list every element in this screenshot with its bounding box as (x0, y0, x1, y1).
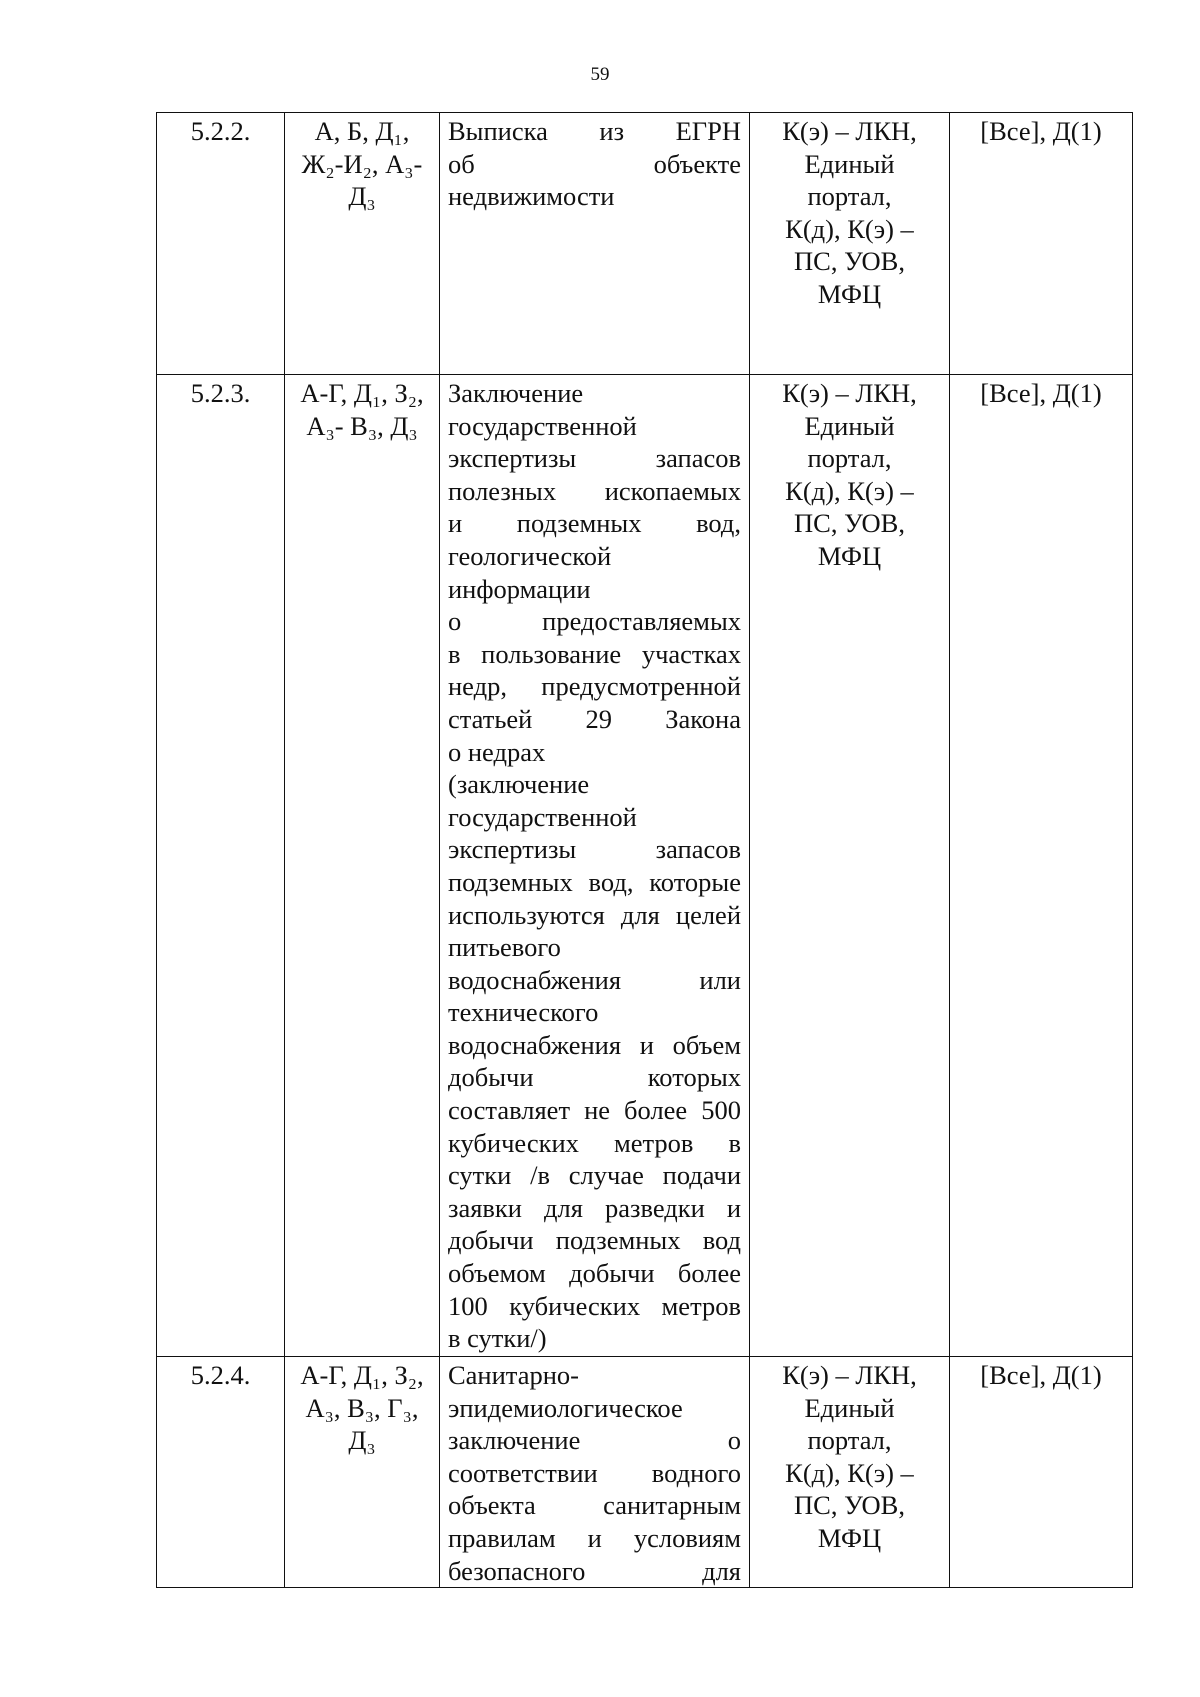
document-cell-line: государственной (448, 801, 637, 832)
document-cell-line: 100 кубических метров (448, 1290, 741, 1321)
applicants-cell-line: А-Г, Д₁, З₂, (300, 378, 424, 408)
submission-ways-cell-line: МФЦ (817, 278, 882, 309)
document-cell-line: соответствии водного (448, 1457, 741, 1488)
recipients-cell (950, 375, 1133, 1357)
document-cell-line: полезных ископаемых (448, 475, 741, 506)
document-cell-line: Заключение (448, 378, 584, 408)
document-cell-line: Санитарно- (448, 1360, 579, 1390)
submission-ways-cell-line: К(д), К(э) – (785, 475, 914, 506)
recipients-cell-line: [Все], Д(1) (980, 1360, 1102, 1390)
recipients-cell (950, 1357, 1133, 1588)
document-cell-line: о предоставляемых (448, 606, 741, 637)
row-number: 5.2.3. (157, 375, 285, 1357)
document-cell-line: добычи подземных вод (448, 1225, 741, 1256)
submission-ways-cell-line: К(д), К(э) – (785, 1457, 914, 1488)
submission-ways-cell-line: К(э) – ЛКН, (782, 378, 917, 408)
document-cell (440, 113, 750, 375)
submission-ways-cell-line: ПС, УОВ, (794, 1490, 905, 1521)
document-cell-line: заключение о (448, 1425, 741, 1456)
document-cell-line: кубических метров в (448, 1127, 741, 1158)
document-cell-line: недр, предусмотренной (448, 671, 741, 702)
submission-ways-cell-line: Единый (804, 410, 895, 441)
document-cell-line: подземных вод, которые (448, 866, 741, 897)
submission-ways-cell-line: ПС, УОВ, (794, 246, 905, 277)
document-cell-line: экспертизы запасов (448, 443, 741, 474)
submission-ways-cell-line: К(э) – ЛКН, (782, 116, 917, 146)
table-row (157, 1357, 1133, 1588)
submission-ways-cell (750, 375, 950, 1357)
document-cell-line: геологической (448, 540, 612, 571)
applicants-cell-line: А-Г, Д₁, З₂, (300, 1360, 424, 1390)
document-cell-line: недвижимости (448, 181, 615, 212)
documents-table (156, 112, 1133, 1588)
applicants-cell-line: А₃, В₃, Г₃, (305, 1392, 419, 1423)
document-cell-line: питьевого (448, 932, 561, 963)
applicants-cell-line: А, Б, Д₁, (314, 116, 410, 146)
document-cell-line: в сутки/) (448, 1323, 547, 1354)
applicants-cell (285, 375, 440, 1357)
row-number: 5.2.4. (157, 1357, 285, 1588)
applicants-cell (285, 113, 440, 375)
document-cell-line: в пользование участках (448, 638, 741, 669)
applicants-cell-line: Д₃ (348, 181, 376, 212)
document-cell-line: информации (448, 573, 591, 604)
document-cell-line: безопасного для (448, 1555, 741, 1586)
document-cell-line: (заключение (448, 769, 590, 800)
applicants-cell-line: А₃- В₃, Д₃ (306, 410, 418, 441)
document-cell-line: о недрах (448, 736, 546, 767)
applicants-cell-line: Ж₂-И₂, А₃- (301, 148, 423, 179)
document-cell-line: объекта санитарным (448, 1490, 741, 1521)
submission-ways-cell-line: портал, (807, 181, 892, 212)
submission-ways-cell-line: портал, (807, 1425, 892, 1456)
document-cell-line: Выписка из ЕГРН (448, 116, 741, 146)
submission-ways-cell-line: К(д), К(э) – (785, 213, 914, 244)
table-row (157, 375, 1133, 1357)
document-cell-line: об объекте (448, 148, 741, 179)
submission-ways-cell (750, 113, 950, 375)
applicants-cell-line: Д₃ (348, 1425, 376, 1456)
document-cell-line: добычи которых (448, 1062, 741, 1093)
submission-ways-cell-line: портал, (807, 443, 892, 474)
document-cell-line: составляет не более 500 (448, 1095, 741, 1126)
submission-ways-cell-line: МФЦ (817, 540, 882, 571)
document-cell-line: заявки для разведки и (448, 1192, 741, 1223)
submission-ways-cell-line: Единый (804, 1392, 895, 1423)
document-cell-line: водоснабжения или (448, 964, 741, 995)
document-cell-line: государственной (448, 410, 637, 441)
recipients-cell-line: [Все], Д(1) (980, 378, 1102, 408)
document-cell-line: объемом добычи более (448, 1258, 741, 1289)
page-number: 59 (590, 64, 610, 85)
recipients-cell (950, 113, 1133, 375)
submission-ways-cell-line: ПС, УОВ, (794, 508, 905, 539)
submission-ways-cell-line: Единый (804, 148, 895, 179)
applicants-cell (285, 1357, 440, 1588)
document-cell (440, 375, 750, 1357)
document-cell-line: технического (448, 997, 599, 1028)
document-cell (440, 1357, 750, 1588)
document-cell-line: правилам и условиям (448, 1522, 741, 1553)
row-number: 5.2.2. (157, 113, 285, 375)
submission-ways-cell (750, 1357, 950, 1588)
submission-ways-cell-line: МФЦ (817, 1522, 882, 1553)
recipients-cell-line: [Все], Д(1) (980, 116, 1102, 146)
table-row (157, 113, 1133, 375)
document-cell-line: экспертизы запасов (448, 834, 741, 865)
document-cell-line: используются для целей (448, 899, 741, 930)
document-cell-line: и подземных вод, (448, 508, 741, 539)
document-cell-line: статьей 29 Закона (448, 703, 741, 734)
document-cell-line: эпидемиологическое (448, 1392, 683, 1423)
table-body (157, 113, 1133, 1588)
document-cell-line: водоснабжения и объем (448, 1029, 741, 1060)
submission-ways-cell-line: К(э) – ЛКН, (782, 1360, 917, 1390)
document-cell-line: сутки /в случае подачи (448, 1160, 741, 1191)
